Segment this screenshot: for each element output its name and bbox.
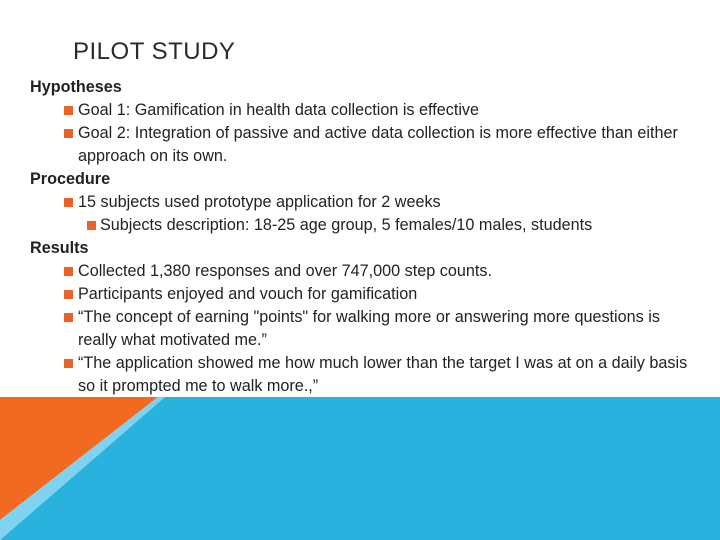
square-bullet-icon	[64, 198, 73, 207]
bullet-item	[30, 99, 700, 122]
bullet-text: Goal 2: Integration of passive and active data collection is more effective than either approach on its own.	[78, 124, 678, 165]
bullet-text: Goal 1: Gamification in health data collection is effective	[78, 101, 480, 119]
square-bullet-icon	[64, 290, 73, 299]
bullet-text: 15 subjects used prototype application for 2 weeks	[78, 193, 441, 211]
slide-title: PILOT STUDY	[73, 38, 236, 65]
bullet-item	[30, 260, 700, 283]
sub-bullet-item	[30, 214, 700, 237]
square-bullet-icon	[64, 313, 73, 322]
bullet-text: “The concept of earning "points" for walking more or answering more questions is really what motivated me.”	[78, 308, 660, 349]
slide-body	[30, 76, 700, 398]
bullet-text: Subjects description: 18-25 age group, 5 females/10 males, students	[100, 216, 593, 234]
bullet-text: Collected 1,380 responses and over 747,000 step counts.	[78, 262, 492, 280]
bullet-text: Participants enjoyed and vouch for gamification	[78, 285, 418, 303]
bullet-item	[30, 283, 700, 306]
section-heading-procedure: Procedure	[30, 170, 111, 188]
square-bullet-icon	[87, 221, 96, 230]
section-heading-results: Results	[30, 239, 89, 257]
bullet-item	[30, 352, 700, 398]
bullet-item	[30, 122, 700, 168]
square-bullet-icon	[64, 267, 73, 276]
bullet-text: “The application showed me how much lower than the target I was at on a daily basis so it prompted me to walk more.,”	[78, 354, 688, 395]
square-bullet-icon	[64, 106, 73, 115]
bullet-item	[30, 191, 700, 214]
square-bullet-icon	[64, 359, 73, 368]
section-heading-hypotheses: Hypotheses	[30, 78, 122, 96]
square-bullet-icon	[64, 129, 73, 138]
bullet-item	[30, 306, 700, 352]
